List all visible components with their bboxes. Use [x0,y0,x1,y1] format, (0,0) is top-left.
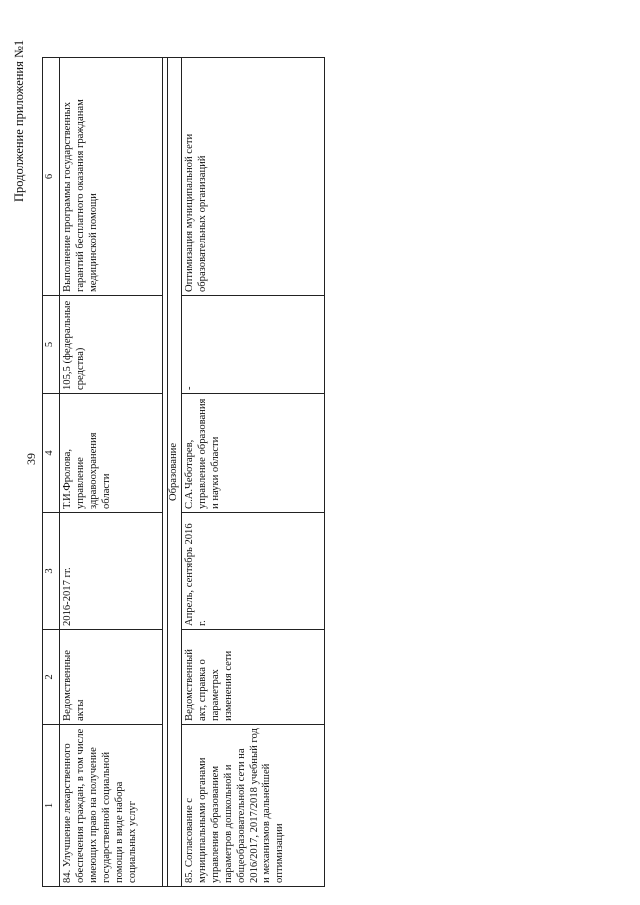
plan-table [42,57,325,887]
column-number-row [43,58,60,887]
column-header: 2 [43,630,60,725]
section-title: Образование [168,58,182,887]
page-number: 39 [24,453,38,465]
table-row [60,58,163,887]
responsible-cell: Т.И.Фролова, управление здравоохранения области [60,394,163,513]
result-cell: Оптимизация муниципальной сети образовательных организаций [181,58,324,296]
result-cell: Выполнение программы государственных гарантий бесплатного оказания гражданам медицинской помощи [60,58,163,296]
column-header: 6 [43,58,60,296]
deadline-cell: 2016-2017 гг. [60,513,163,630]
funding-cell: - [181,296,324,394]
measure-cell: 84. Улучшение лекарственного обеспечения граждан, в том числе имеющих право на получение государственной социальной помощи в виде набора социальных услуг [60,725,163,887]
funding-cell: 105,5 (федеральные средства) [60,296,163,394]
table-row [181,58,324,887]
continuation-note: Продолжение приложения №1 [12,39,26,202]
column-header: 4 [43,394,60,513]
column-header: 3 [43,513,60,630]
column-header: 5 [43,296,60,394]
document-type-cell: Ведомственные акты [60,630,163,725]
responsible-cell: С.А.Чеботарев, управление образования и науки области [181,394,324,513]
deadline-cell: Апрель, сентябрь 2016 г. [181,513,324,630]
document-type-cell: Ведомственный акт, справка о параметрах изменения сети [181,630,324,725]
column-header: 1 [43,725,60,887]
measure-cell: 85. Согласование с муниципальными органами управления образованием параметров дошкольной и общеобразовательной сети на 2016/2017, 2017/2018 учебный год и механизмов дальнейшей оптимизации [181,725,324,887]
section-row [168,58,182,887]
